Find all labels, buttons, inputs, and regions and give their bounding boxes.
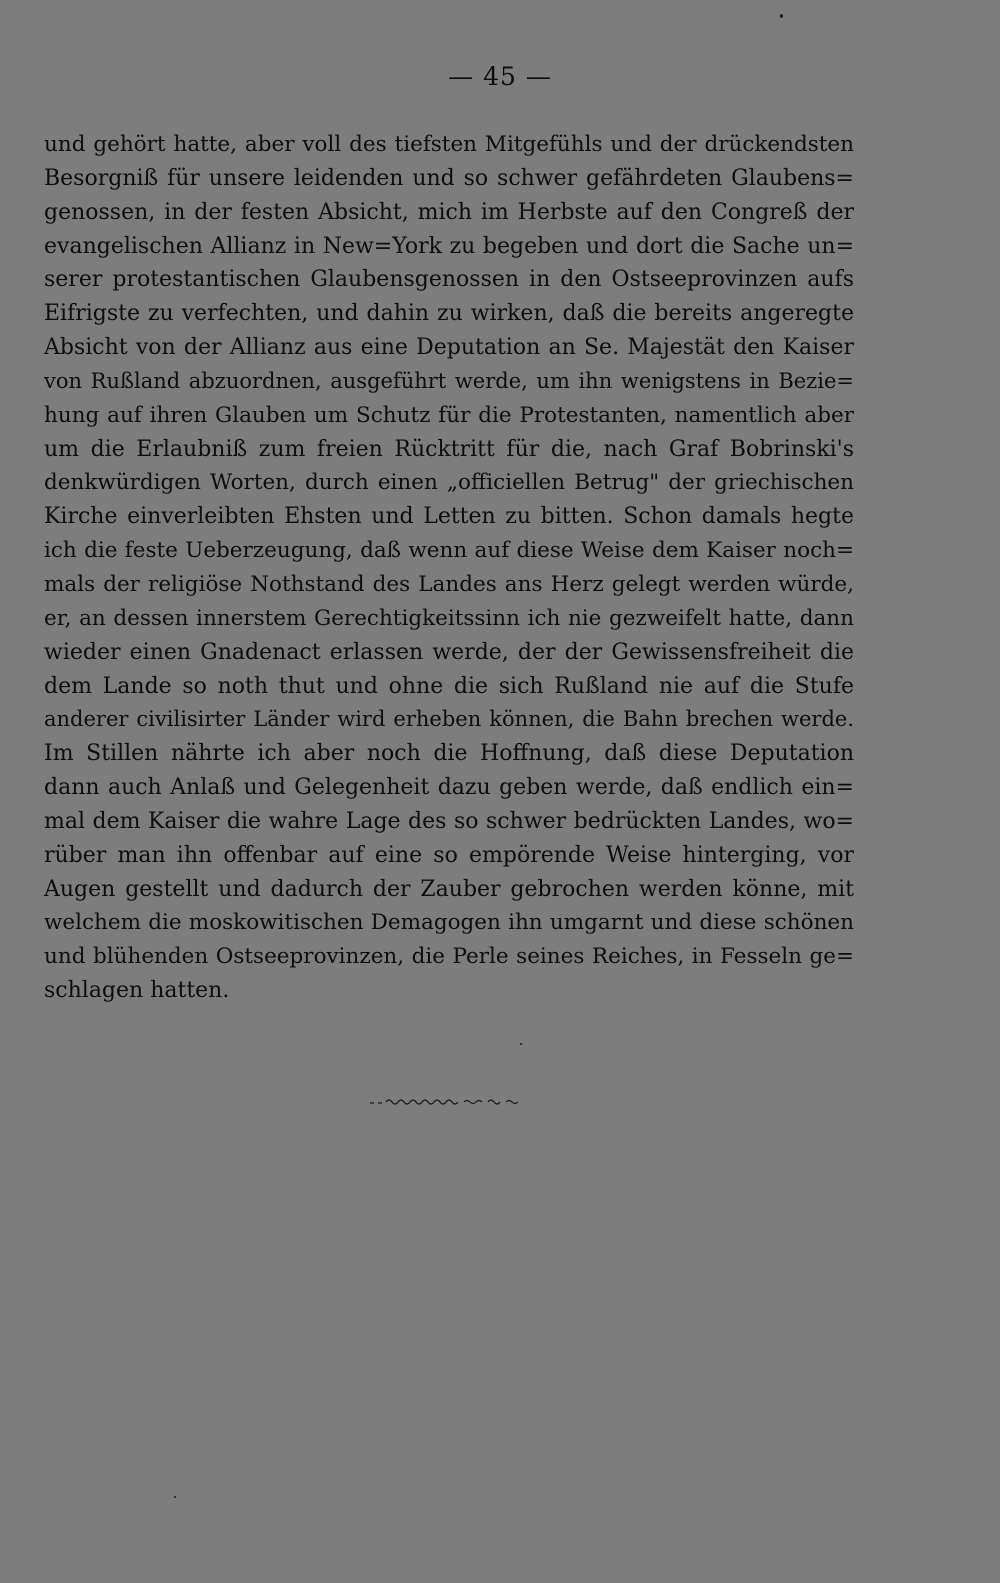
text-line: Kirche einverleibten Ehsten und Letten zu bitten. Schon damals hegte <box>44 504 854 530</box>
ornament-divider <box>368 1094 523 1108</box>
text-line: um die Erlaubniß zum freien Rücktritt für die, nach Graf Bobrinski's <box>44 436 854 462</box>
body-text <box>44 128 854 1008</box>
print-speck <box>520 1043 522 1045</box>
text-line: denkwürdigen Worten, durch einen „officiellen Betrug" der griechischen <box>44 470 854 496</box>
text-line: ich die feste Ueberzeugung, daß wenn auf diese Weise dem Kaiser noch= <box>44 538 854 564</box>
text-line: er, an dessen innerstem Gerechtigkeitssinn ich nie gezweifelt hatte, dann <box>44 605 854 631</box>
text-line: schlagen hatten. <box>44 978 230 1004</box>
text-line: dem Lande so noth thut und ohne die sich Rußland nie auf die Stufe <box>44 673 854 699</box>
text-line: Absicht von der Allianz aus eine Deputation an Se. Majestät den Kaiser <box>44 335 854 361</box>
text-line: welchem die moskowitischen Demagogen ihn umgarnt und diese schönen <box>44 910 854 936</box>
print-speck <box>780 14 783 18</box>
text-line: von Rußland abzuordnen, ausgeführt werde, um ihn wenigstens in Bezie= <box>44 368 854 393</box>
text-line: Besorgniß für unsere leidenden und so schwer gefährdeten Glaubens= <box>44 165 854 191</box>
text-line: evangelischen Allianz in New=York zu begeben und dort die Sache un= <box>44 233 854 259</box>
text-line: mals der religiöse Nothstand des Landes ans Herz gelegt werden würde, <box>44 571 854 597</box>
text-line: Im Stillen nährte ich aber noch die Hoffnung, daß diese Deputation <box>44 741 854 767</box>
text-line: wieder einen Gnadenact erlassen werde, der der Gewissensfreiheit die <box>44 639 854 665</box>
text-line: rüber man ihn offenbar auf eine so empörende Weise hinterging, vor <box>44 842 854 868</box>
text-line: Augen gestellt und dadurch der Zauber gebrochen werden könne, mit <box>44 876 854 902</box>
text-line: mal dem Kaiser die wahre Lage des so schwer bedrückten Landes, wo= <box>44 808 854 834</box>
text-line: dann auch Anlaß und Gelegenheit dazu geben werde, daß endlich ein= <box>44 775 854 801</box>
print-speck <box>174 1496 176 1498</box>
text-line: serer protestantischen Glaubensgenossen in den Ostseeprovinzen aufs <box>44 267 854 293</box>
text-line: und gehört hatte, aber voll des tiefsten Mitgefühls und der drückendsten <box>44 132 854 157</box>
text-line: Eifrigste zu verfechten, und dahin zu wirken, daß die bereits angeregte <box>44 301 854 327</box>
text-line: und blühenden Ostseeprovinzen, die Perle seines Reiches, in Fesseln ge= <box>44 944 854 970</box>
text-line: hung auf ihren Glauben um Schutz für die Protestanten, namentlich aber <box>44 402 854 428</box>
text-line: genossen, in der festen Absicht, mich im Herbste auf den Congreß der <box>44 199 854 225</box>
text-line: anderer civilisirter Länder wird erheben können, die Bahn brechen werde. <box>44 707 854 732</box>
page-number: — 45 — <box>448 62 552 91</box>
